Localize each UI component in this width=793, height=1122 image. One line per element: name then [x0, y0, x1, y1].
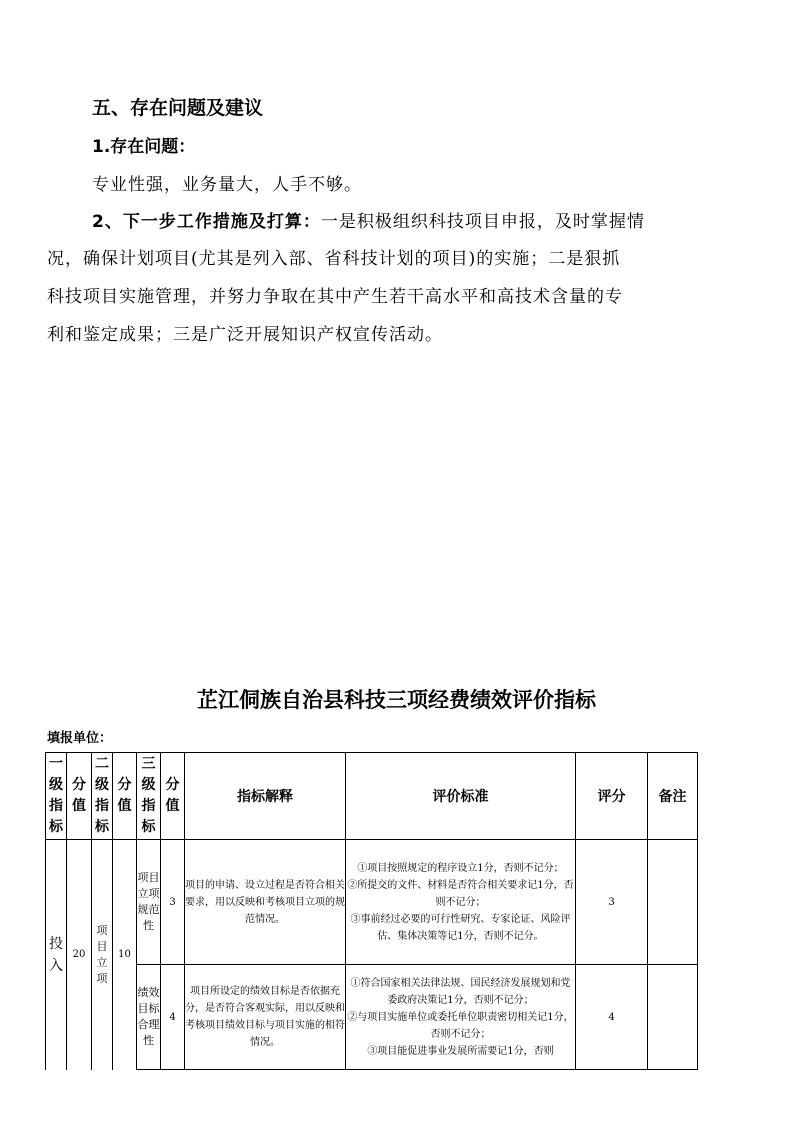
table-header-row — [46, 753, 698, 840]
explanation-cell: 项目所设定的绩效目标是否依据充分，是否符合客观实际，用以反映和考核项目绩效目标与项目实施的相符情况。 — [185, 965, 346, 1070]
standard-item: ③事前经过必要的可行性研究、专家论证、风险评估、集体决策等记1分，否则不记分。 — [350, 913, 571, 942]
problem-text: 专业性强，业务量大，人手不够。 — [92, 175, 362, 195]
problems-subheading: 1.存在问题： — [92, 137, 196, 157]
plan-text-line2: 况，确保计划项目(尤其是列入部、省科技计划的项目)的实施；二是狠抓 — [47, 249, 621, 269]
level1-cell: 投入 — [46, 840, 67, 1070]
table-row — [46, 965, 698, 1070]
standard-item: ②与项目实施单位或委托单位职责密切相关记1分，否则不记分； — [347, 1011, 574, 1040]
plan-label: 2、下一步工作措施及打算： — [92, 212, 321, 232]
score3-cell: 4 — [161, 965, 185, 1070]
remark-cell — [648, 840, 698, 965]
standard-cell — [346, 965, 576, 1070]
header-score3: 分值 — [161, 753, 185, 840]
standard-item: ③项目能促进事业发展所需要记1分，否则 — [367, 1045, 554, 1057]
rating-cell: 4 — [576, 965, 648, 1070]
score2-cell: 10 — [113, 840, 137, 1070]
header-explanation: 指标解释 — [185, 753, 346, 840]
header-remark: 备注 — [648, 753, 698, 840]
explanation-cell: 项目的申请、设立过程是否符合相关要求，用以反映和考核项目立项的规范情况。 — [185, 840, 346, 965]
plan-text-line3: 科技项目实施管理，并努力争取在其中产生若干高水平和高技术含量的专 — [47, 287, 623, 307]
standard-item: ①项目按照规定的程序设立1分，否则不记分； — [357, 862, 564, 874]
header-rating: 评分 — [576, 753, 648, 840]
rating-cell: 3 — [576, 840, 648, 965]
header-standard: 评价标准 — [346, 753, 576, 840]
plan-paragraph-line1 — [92, 207, 645, 232]
standard-item: ①符合国家相关法律法规、国民经济发展规划和党委政府决策记1分，否则不记分； — [350, 977, 571, 1006]
score3-cell: 3 — [161, 840, 185, 965]
header-score1: 分值 — [67, 753, 92, 840]
section-heading: 五、存在问题及建议 — [92, 97, 264, 119]
table-title: 芷江侗族自治县科技三项经费绩效评价指标 — [197, 688, 596, 712]
header-level1-indicator: 一级指标 — [46, 753, 67, 840]
remark-cell — [648, 965, 698, 1070]
level2-cell: 项目立项 — [92, 840, 113, 1070]
header-level3-indicator: 三级指标 — [137, 753, 161, 840]
plan-text-line1: 一是积极组织科技项目申报，及时掌握情 — [320, 212, 645, 232]
level3-cell: 项目立项规范性 — [137, 840, 161, 965]
header-level2-indicator: 二级指标 — [92, 753, 113, 840]
level3-cell: 绩效目标合理性 — [137, 965, 161, 1070]
plan-text-line4: 利和鉴定成果；三是广泛开展知识产权宣传活动。 — [47, 325, 443, 345]
reporting-unit-label: 填报单位： — [47, 731, 113, 746]
table-row — [46, 840, 698, 965]
standard-cell — [346, 840, 576, 965]
evaluation-index-table — [45, 752, 698, 1070]
score1-cell: 20 — [67, 840, 92, 1070]
header-score2: 分值 — [113, 753, 137, 840]
standard-item: ②所提交的文件、材料是否符合相关要求记1分，否则不记分； — [347, 879, 574, 908]
